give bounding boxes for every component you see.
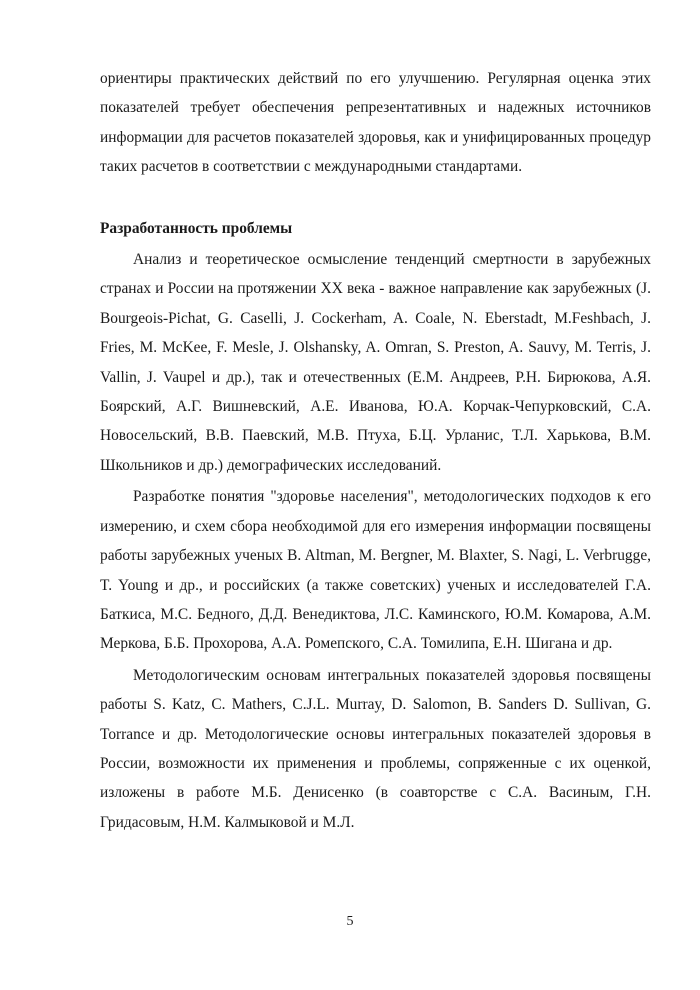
section-heading: Разработанность проблемы [100, 219, 293, 237]
page-number: 5 [346, 914, 354, 929]
paragraph-mortality: Анализ и теоретическое осмысление тенденций смертности в зарубежных странах и России на протяжении XX века - важное направление как зарубежных (J. Bourgeois-Pichat, G. Caselli, J. Cockerham, A. Coale, N. Eberstadt, M.Feshbach, J. Fries, M. McKee, F. Mesle, J. Olshansky, A. Omran, S. Preston, A. Sauvy, M. Terris, J. Vallin, J. Vaupel и др.), так и отечественных (Е.М. Андреев, Р.Н. Бирюкова, А.Я. Боярский, А.Г. Вишневский, А.Е. Иванова, Ю.А. Корчак-Чепурковский, С.А. Новосельский, В.В. Паевский, М.В. Птуха, Б.Ц. Урланис, Т.Л. Харькова, В.М. Школьников и др.) демографических исследований. [100, 251, 651, 474]
paragraph-integral-indicators: Методологическим основам интегральных показателей здоровья посвящены работы S. Katz, C. Mathers, C.J.L. Murray, D. Salomon, B. Sanders D. Sullivan, G. Torrance и др. Методологические основы интегральных показателей здоровья в России, возможности их применения и проблемы, сопряженные с их оценкой, изложены в работе М.Б. Денисенко (в соавторстве с С.А. Васиным, Г.Н. Гридасовым, Н.М. Калмыковой и М.Л. [100, 666, 651, 831]
intro-paragraph: ориентиры практических действий по его улучшению. Регулярная оценка этих показателей требует обеспечения репрезентативных и надежных источников информации для расчетов показателей здоровья, как и унифицированных процедур таких расчетов в соответствии с международными стандартами. [100, 70, 651, 176]
page-body [100, 64, 651, 837]
paragraph-health-concept: Разработке понятия "здоровье населения", методологических подходов к его измерению, и схем сбора необходимой для его измерения информации посвящены работы зарубежных ученых B. Altman, M. Bergner, M. Blaxter, S. Nagi, L. Verbrugge, T. Young и др., и российских (а также советских) ученых и исследователей Г.А. Баткиса, М.С. Бедного, Д.Д. Венедиктова, Л.С. Каминского, Ю.М. Комарова, А.М. Меркова, Б.Б. Прохорова, А.А. Ромепского, С.А. Томилипа, Е.Н. Шигана и др. [100, 488, 651, 653]
